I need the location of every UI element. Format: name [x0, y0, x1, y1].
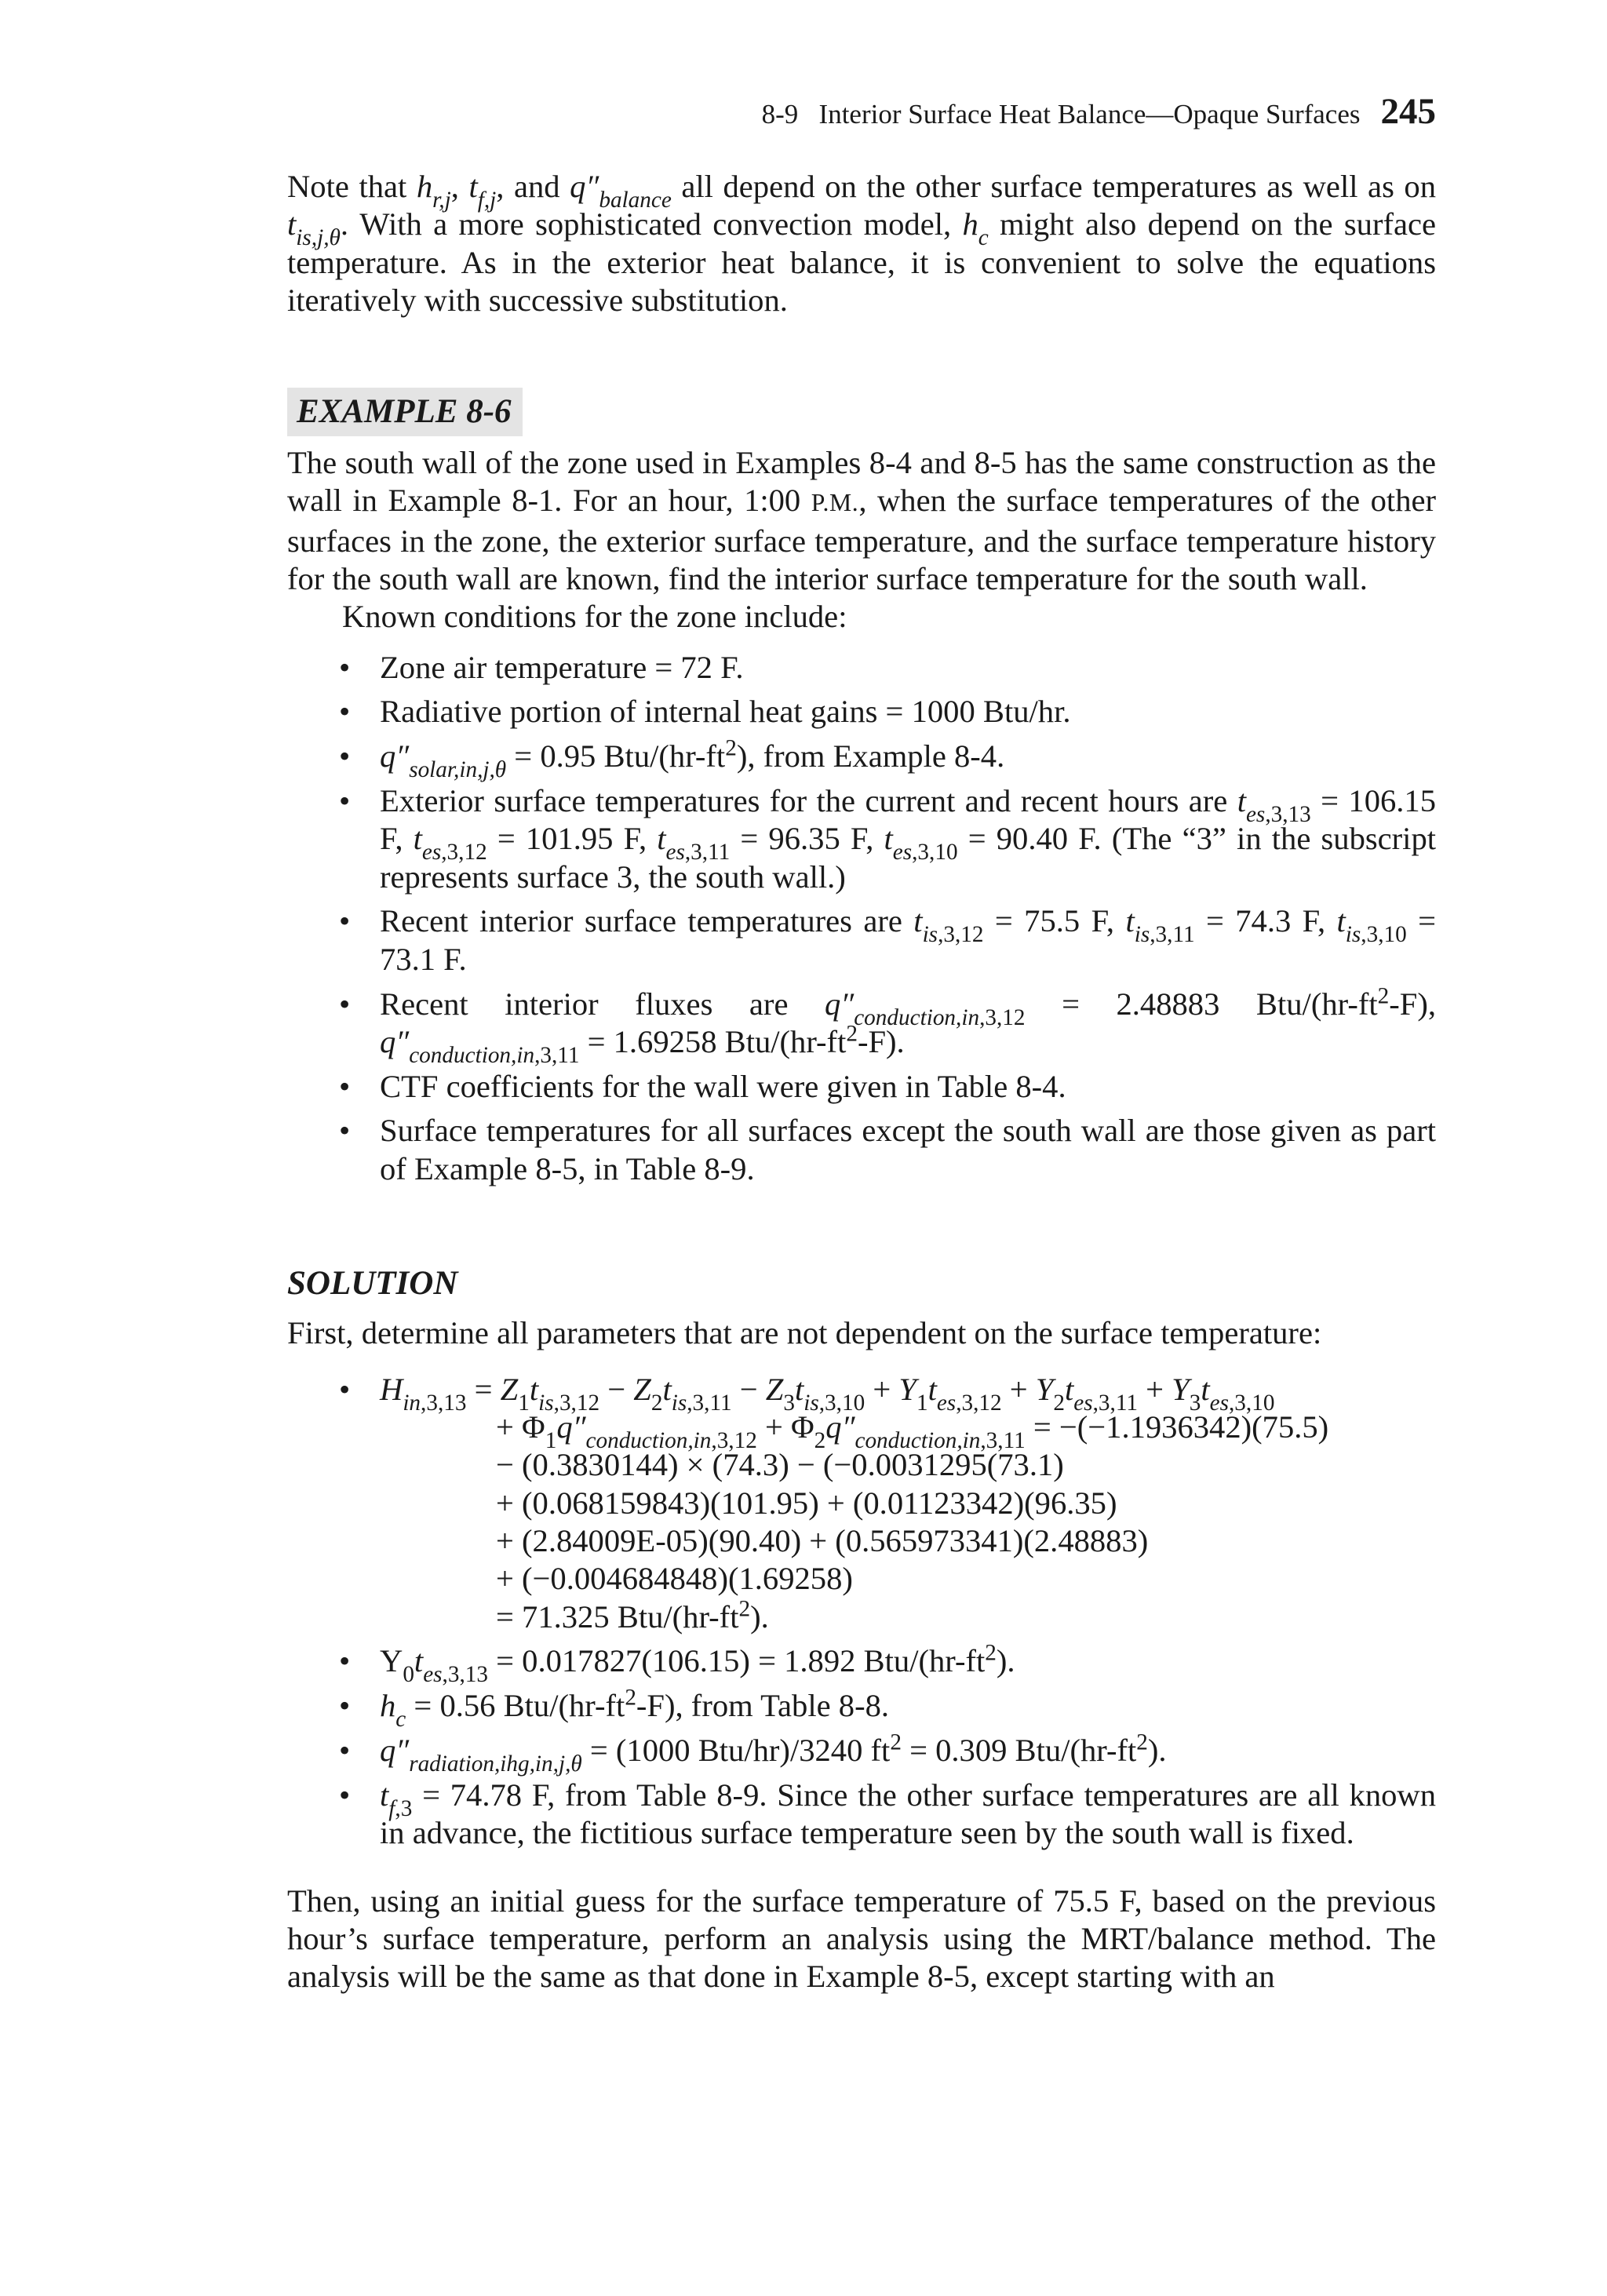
list-item: • $t_{f,3} = 74.78$ F, from Table 8-9. Since the other surface temperatures are all known in advance, the fictitious surface temperature seen by the south wall is fixed. — [380, 1777, 1436, 1853]
solution-list — [287, 1371, 1436, 1853]
intro-paragraph: Note that $h_{r,j}$, $t_{f,j}$, and $q''_{balance}$ all depend on the other surface temperatures as well as on $t_{is,j,\theta}$. With a more sophisticated convection model, $h_c$ might also depend on the surface temperature. As in the exterior heat balance, it is convenient to solve the equations iteratively with successive substitution. — [287, 169, 1436, 318]
running-header — [0, 88, 1436, 138]
section-title: Interior Surface Heat Balance—Opaque Surfaces — [818, 99, 1361, 129]
list-item: • Exterior surface temperatures for the current and recent hours are $t_{es,3,13} = 106.15$ F, $t_{es,3,12} = 101.95$ F, $t_{es,3,11} = 96.35$ F, $t_{es,3,10} = 90.40$ F. (The “3” in the subscript represents surface 3, the south wall.) — [380, 782, 1436, 896]
list-item: • Zone air temperature = 72 F. — [380, 649, 1436, 687]
solution-intro: First, determine all parameters that are not dependent on the surface temperature: — [287, 1314, 1322, 1350]
known-conditions-intro: Known conditions for the zone include: — [342, 599, 847, 635]
list-item: • $q''_{radiation,ihg,in,j,\theta} = (1000$ Btu/hr)/3240 $ft^2 = 0.309$ Btu/$(hr-ft^2)$. — [380, 1732, 1436, 1769]
example-problem-statement: The south wall of the zone used in Examples 8-4 and 8-5 has the same construction as the wall in Example 8-1. For an hour, 1:00 P.M., when the surface temperatures of the other surfaces in the zone, the exterior surface temperature, and the surface temperature history for the south wall are known, find the interior surface temperature for the south wall. — [287, 445, 1437, 597]
list-item: • $h_c = 0.56$ Btu/$(hr-ft^2-F)$, from Table 8-8. — [380, 1687, 1436, 1725]
page-number: 245 — [1380, 91, 1436, 132]
page-body — [287, 165, 1436, 1996]
example-heading: EXAMPLE 8-6 — [287, 388, 523, 436]
list-item: • CTF coefficients for the wall were given in Table 8-4. — [380, 1068, 1436, 1106]
solution-heading: SOLUTION — [287, 1264, 458, 1302]
list-item: • Radiative portion of internal heat gains = 1000 Btu/hr. — [380, 693, 1436, 731]
section-number: 8-9 — [761, 99, 799, 129]
list-item: • Surface temperatures for all surfaces except the south wall are those given as part of Example 8-5, in Table 8-9. — [380, 1112, 1436, 1188]
list-item: • Recent interior fluxes are $q''_{conduction,in,3,12} = 2.48883$ Btu/$(hr-ft^2-F)$, $q''_{conduction,in,3,11} = 1.69258$ Btu/$(hr-ft^2-F)$. — [380, 986, 1436, 1062]
closing-paragraph: Then, using an initial guess for the surface temperature of 75.5 F, based on the previous hour’s surface temperature, perform an analysis using the MRT/balance method. The analysis will be the same as that done in Example 8-5, except starting with an — [287, 1882, 1436, 1995]
list-item: • Recent interior surface temperatures are $t_{is,3,12} = 75.5$ F, $t_{is,3,11} = 74.3$ F, $t_{is,3,10} = 73.1$ F. — [380, 902, 1436, 979]
known-conditions-list — [287, 649, 1436, 1188]
list-item: • $Y_0t_{es,3,13} = 0.017827(106.15) = 1.892$ Btu/$(hr-ft^2)$. — [380, 1642, 1436, 1680]
h-in-equation: • $H_{in,3,13} = Z_1t_{is,3,12} - Z_2t_{is,3,11} - Z_3t_{is,3,10} + Y_1t_{es,3,12} + Y_2t_{es,3,11} + Y_3t_{es,3,10}$ + $\Phi_1q''_{conduction,in,3,12} + \Phi_2q''_{conduction,in,3,11} = -(-1.1936342)(75.5)$ − (0.3830144) × (74.3) − (−0.0031295(73.1) + (0.068159843)(101.95) + (0.01123342)(96.35) + (2.84009E-05)(90.40) + (0.565973341)(2.48883) + (−0.004684848)(1.69258) = 71.325 Btu/$(hr-ft^2)$. — [380, 1371, 1436, 1636]
list-item: • $q''_{solar,in,j,\theta} = 0.95$ Btu/$(hr-ft^2)$, from Example 8-4. — [380, 738, 1436, 775]
